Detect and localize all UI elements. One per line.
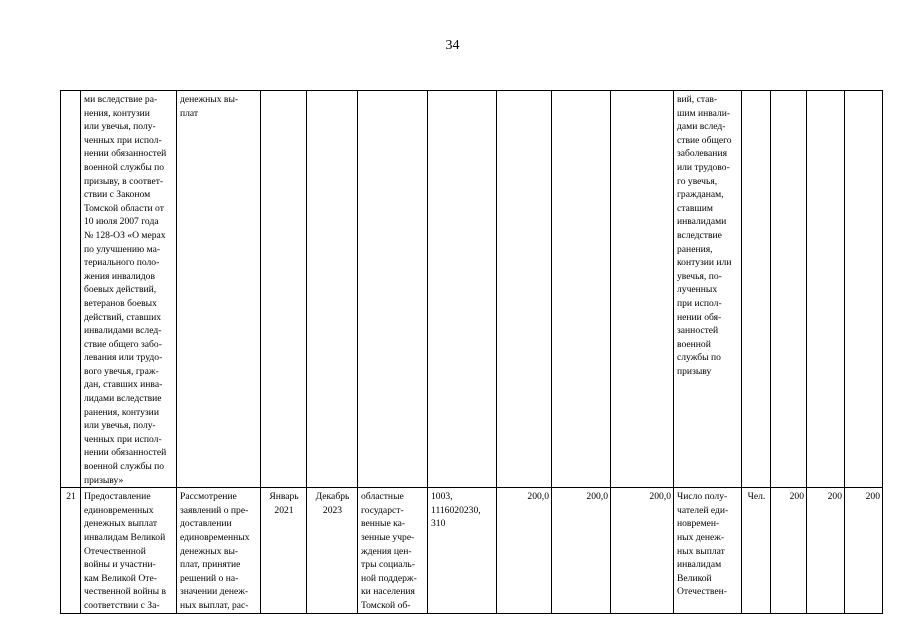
indicator-2021-cell: 200 bbox=[771, 488, 807, 613]
start-date-cell: Январь 2021 bbox=[261, 488, 307, 613]
page-number: 34 bbox=[445, 38, 460, 53]
funding-2021-cell: 200,0 bbox=[497, 488, 552, 613]
funding-2023-cell: 200,0 bbox=[611, 488, 674, 613]
indicator-2023-cell bbox=[845, 91, 883, 488]
indicator-cell: Число полу- чателей еди- новремен- ных денеж- ных выплат инвалидам Великой Отечествен- bbox=[674, 488, 742, 613]
indicator-2022-cell bbox=[807, 91, 845, 488]
funding-2022-cell: 200,0 bbox=[552, 488, 611, 613]
row-number-cell bbox=[61, 91, 81, 488]
indicator-2023-cell: 200 bbox=[845, 488, 883, 613]
unit-cell: Чел. bbox=[742, 488, 771, 613]
executor-cell bbox=[358, 91, 428, 488]
indicator-2022-cell: 200 bbox=[807, 488, 845, 613]
table-row bbox=[61, 91, 883, 488]
activity-cell: денежных вы- плат bbox=[177, 91, 261, 488]
funding-2022-cell bbox=[552, 91, 611, 488]
program-table bbox=[60, 90, 883, 614]
funding-2023-cell bbox=[611, 91, 674, 488]
measure-name-cell: Предоставление единовременных денежных выплат инвалидам Великой Отечественной войны и участни- кам Великой Оте- чественной войны в соответствии с За- bbox=[81, 488, 177, 613]
row-number-cell: 21 bbox=[61, 488, 81, 613]
indicator-cell: вий, став- шим инвали- дами вслед- ствие общего заболевания или трудово- го увечья, гражданам, ставшим инвалидами вследствие ранения, контузии или увечья, по- лученных при испол- нении обя- занностей военной службы по призыву bbox=[674, 91, 742, 488]
measure-name-cell: ми вследствие ра- нения, контузии или увечья, полу- ченных при испол- нении обязанностей военной службы по призыву, в соответ- ствии с Законом Томской области от 10 июля 2007 года № 128-ОЗ «О мерах по улучшению ма- териального поло- жения инвалидов боевых действий, ветеранов боевых действий, ставших инвалидами вслед- ствие общего забо- левания или трудо- вого увечья, граж- дан, ставших инва- лидами вследствие ранения, контузии или увечья, полу- ченных при испол- нении обязанностей военной службы по призыву» bbox=[81, 91, 177, 488]
activity-cell: Рассмотрение заявлений о пре- доставлении единовременных денежных вы- плат, принятие решений о на- значении денеж- ных выплат, рас- bbox=[177, 488, 261, 613]
start-date-cell bbox=[261, 91, 307, 488]
executor-cell: областные государст- венные ка- зенные учре- ждения цен- тры социаль- ной поддерж- ки населения Томской об- bbox=[358, 488, 428, 613]
end-date-cell bbox=[307, 91, 358, 488]
table-row bbox=[61, 488, 883, 613]
budget-code-cell bbox=[428, 91, 497, 488]
funding-2021-cell bbox=[497, 91, 552, 488]
end-date-cell: Декабрь 2023 bbox=[307, 488, 358, 613]
indicator-2021-cell bbox=[771, 91, 807, 488]
unit-cell bbox=[742, 91, 771, 488]
budget-code-cell: 1003, 1116020230, 310 bbox=[428, 488, 497, 613]
